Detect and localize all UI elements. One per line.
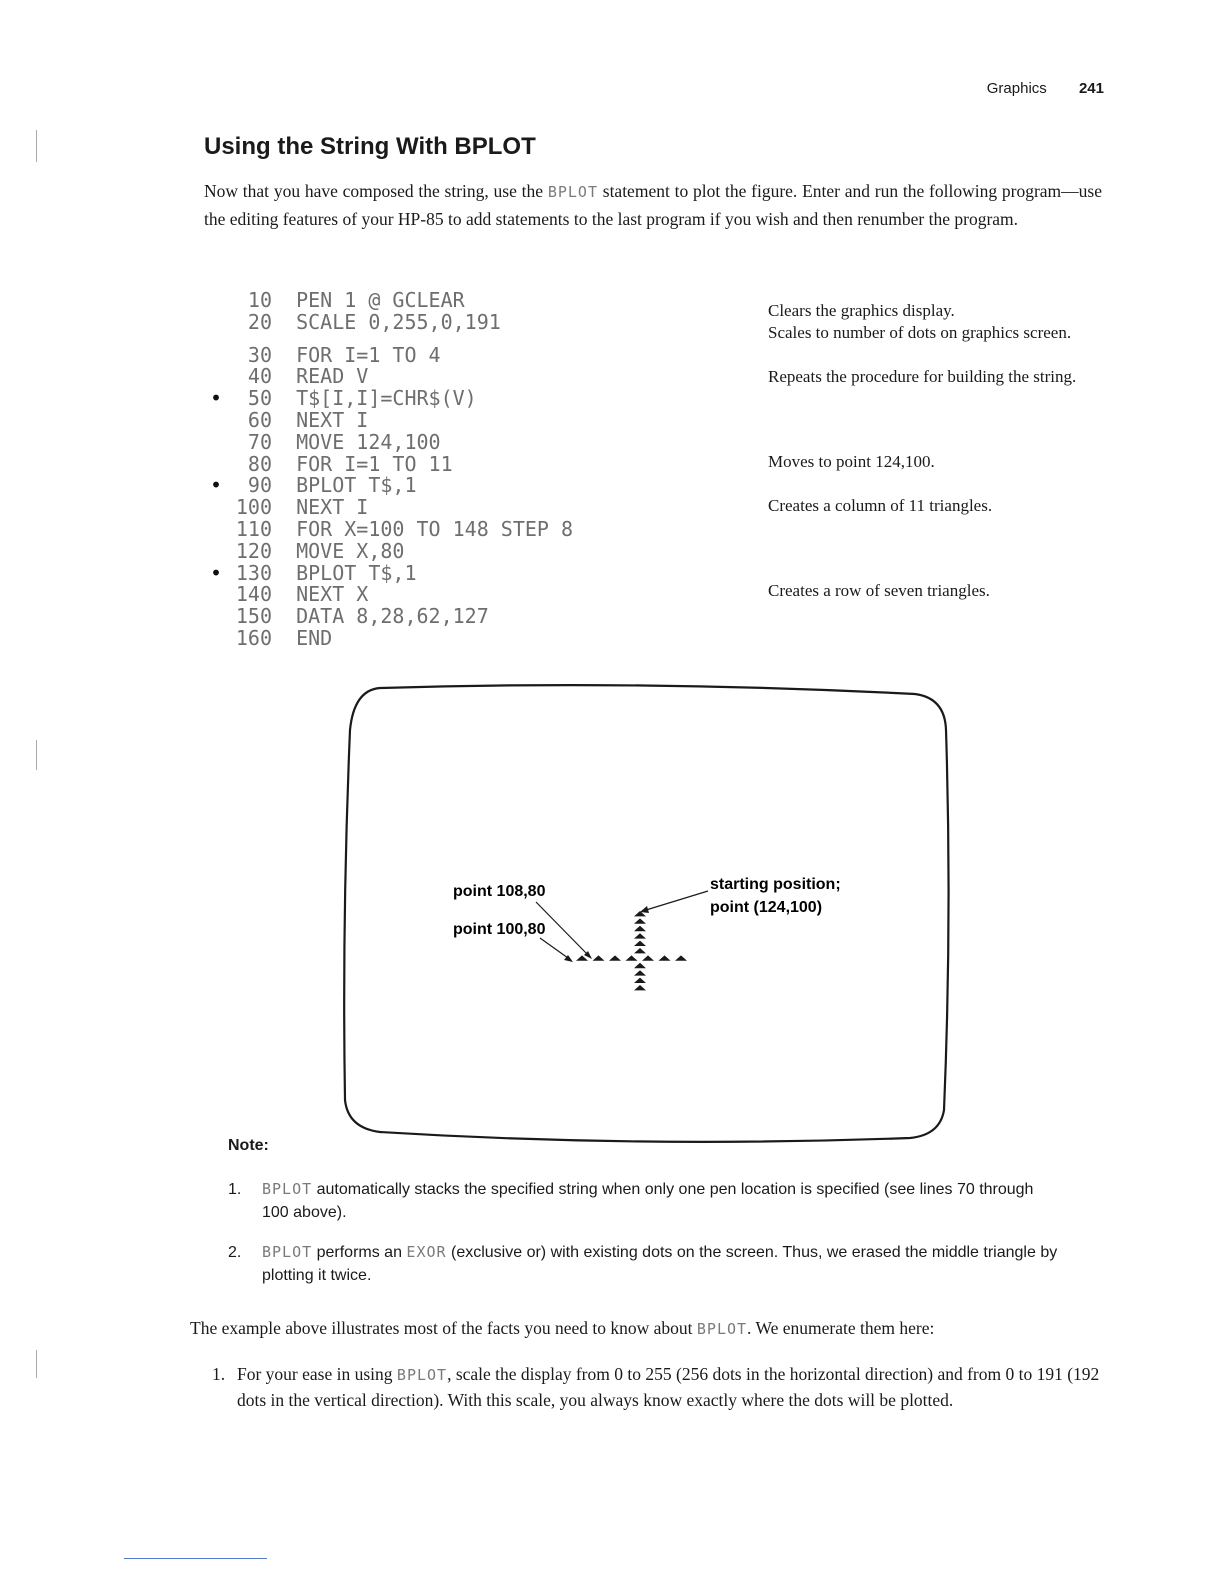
program-listing bbox=[210, 290, 573, 650]
list-number: 1. bbox=[212, 1364, 226, 1384]
triangle-row bbox=[576, 955, 687, 960]
code-line bbox=[210, 388, 573, 410]
label-start-2: point (124,100) bbox=[710, 899, 823, 916]
list-keyword: BPLOT bbox=[396, 1366, 448, 1384]
note-text: performs an bbox=[312, 1244, 407, 1261]
line-code: BPLOT T$,1 bbox=[296, 473, 417, 498]
column-triangle bbox=[634, 963, 646, 968]
column-triangle bbox=[634, 933, 646, 938]
label-point-108: point 108,80 bbox=[453, 883, 546, 900]
line-code: FOR I=1 TO 4 bbox=[296, 342, 441, 367]
code-line bbox=[210, 407, 573, 432]
line-number: 90 bbox=[247, 473, 272, 498]
code-line bbox=[210, 606, 573, 628]
page-number: 241 bbox=[1078, 80, 1104, 97]
code-line bbox=[210, 429, 573, 454]
code-line bbox=[210, 342, 573, 367]
note-list bbox=[228, 1178, 1058, 1304]
line-number: 100 bbox=[235, 495, 272, 520]
intro-text-1: Now that you have composed the string, use the bbox=[204, 181, 548, 201]
line-number: 160 bbox=[235, 625, 272, 650]
summary-text-2: . We enumerate them here: bbox=[747, 1318, 935, 1338]
code-line bbox=[210, 475, 573, 497]
line-number: 50 bbox=[247, 386, 272, 411]
code-line bbox=[210, 625, 573, 650]
code-line bbox=[210, 451, 573, 476]
column-triangle bbox=[634, 948, 646, 953]
label-start-1: starting position; bbox=[710, 876, 841, 893]
comment-clear: Clears the graphics display. bbox=[768, 301, 955, 320]
column-triangle bbox=[634, 978, 646, 983]
arrow-start bbox=[646, 891, 708, 910]
line-code: SCALE 0,255,0,191 bbox=[296, 309, 501, 334]
margin-mark bbox=[36, 1350, 37, 1378]
line-code: FOR I=1 TO 11 bbox=[296, 451, 453, 476]
line-number: 60 bbox=[247, 407, 272, 432]
line-code: BPLOT T$,1 bbox=[296, 560, 417, 585]
line-bullet: • bbox=[210, 386, 223, 411]
line-number: 40 bbox=[247, 364, 272, 389]
summary-paragraph bbox=[190, 1315, 1102, 1342]
intro-keyword: BPLOT bbox=[547, 183, 598, 201]
line-number: 150 bbox=[235, 604, 272, 629]
row-triangle bbox=[609, 955, 621, 960]
list-text-1: For your ease in using bbox=[237, 1364, 397, 1384]
column-triangle bbox=[634, 918, 646, 923]
section-name: Graphics bbox=[986, 80, 1047, 97]
note-item bbox=[228, 1241, 1058, 1287]
column-triangle bbox=[634, 926, 646, 931]
row-triangle bbox=[675, 955, 687, 960]
line-code: NEXT X bbox=[296, 582, 369, 607]
note-keyword: BPLOT bbox=[262, 1243, 313, 1261]
column-triangle bbox=[634, 970, 646, 975]
arrow-100 bbox=[540, 938, 568, 958]
code-line bbox=[210, 309, 573, 334]
line-bullet: • bbox=[210, 560, 223, 585]
row-triangle bbox=[642, 955, 654, 960]
page-header bbox=[987, 80, 1104, 97]
margin-mark bbox=[36, 130, 37, 162]
line-code: READ V bbox=[296, 364, 369, 389]
comment-scale: Scales to number of dots on graphics screen. bbox=[768, 323, 1072, 342]
line-code: NEXT I bbox=[296, 407, 369, 432]
line-code: NEXT I bbox=[296, 495, 369, 520]
summary-keyword: BPLOT bbox=[696, 1320, 748, 1338]
note-text: automatically stacks the specified string when only one pen location is specified (see lines 70 through 100 above). bbox=[262, 1181, 1034, 1221]
line-code: T$[I,I]=CHR$(V) bbox=[296, 386, 477, 411]
code-line bbox=[210, 584, 573, 606]
line-number: 20 bbox=[247, 309, 272, 334]
list-text-2: , scale the display from 0 to 255 (256 dots in the horizontal direction) and from 0 to 191 (192 dots in the vertical direction). With this scale, you always know exactly where the dots will be plotted. bbox=[237, 1364, 1100, 1410]
code-line bbox=[210, 560, 573, 585]
line-number: 30 bbox=[247, 342, 272, 367]
column-triangle bbox=[634, 985, 646, 990]
code-line bbox=[210, 516, 574, 541]
row-triangle bbox=[659, 955, 671, 960]
comment-move: Moves to point 124,100. bbox=[768, 452, 935, 471]
line-number: 10 bbox=[247, 288, 272, 312]
line-number: 130 bbox=[235, 560, 272, 585]
list-item bbox=[212, 1362, 1102, 1413]
line-number: 110 bbox=[235, 516, 272, 541]
facts-list bbox=[212, 1362, 1102, 1413]
triangle-column bbox=[634, 911, 646, 990]
graphics-screen-figure bbox=[340, 680, 960, 1150]
line-number: 70 bbox=[247, 429, 272, 454]
comment-repeat: Repeats the procedure for building the string. bbox=[768, 367, 1077, 386]
summary-text-1: The example above illustrates most of the facts you need to know about bbox=[190, 1318, 697, 1338]
note-number: 2. bbox=[228, 1244, 242, 1261]
label-point-100: point 100,80 bbox=[453, 921, 546, 938]
column-triangle bbox=[634, 941, 646, 946]
line-number: 120 bbox=[235, 538, 272, 563]
comment-row: Creates a row of seven triangles. bbox=[768, 581, 990, 600]
intro-text-2: statement to plot the figure. Enter and run the following program—use the editing features of your HP-85 to add statements to the last program if you wish and then renumber the program. bbox=[204, 181, 1102, 229]
row-triangle bbox=[576, 955, 588, 960]
row-triangle bbox=[593, 955, 605, 960]
section-title: Using the String With BPLOT bbox=[204, 133, 536, 160]
code-line bbox=[210, 290, 573, 312]
line-code: DATA 8,28,62,127 bbox=[296, 604, 489, 629]
margin-mark bbox=[36, 740, 37, 770]
note-item bbox=[228, 1178, 1058, 1224]
note-text: (exclusive or) with existing dots on the screen. Thus, we erased the middle triangle by plotting it twice. bbox=[262, 1244, 1058, 1284]
arrowhead-start bbox=[640, 906, 649, 913]
line-number: 140 bbox=[235, 582, 272, 607]
intro-paragraph bbox=[204, 178, 1102, 233]
line-number: 80 bbox=[247, 451, 272, 476]
footnote-rule bbox=[124, 1558, 267, 1559]
line-code: MOVE X,80 bbox=[296, 538, 405, 563]
comment-column: Creates a column of 11 triangles. bbox=[768, 496, 993, 515]
code-line bbox=[210, 538, 573, 563]
row-triangle bbox=[626, 955, 638, 960]
note-keyword: BPLOT bbox=[262, 1180, 313, 1198]
line-code: MOVE 124,100 bbox=[296, 429, 441, 454]
screen-outline bbox=[344, 685, 948, 1142]
line-code: END bbox=[296, 625, 333, 650]
line-bullet: • bbox=[210, 473, 223, 498]
note-keyword-exor: EXOR bbox=[406, 1243, 447, 1261]
line-code: FOR X=100 TO 148 STEP 8 bbox=[296, 516, 574, 541]
code-line bbox=[210, 497, 573, 519]
note-heading: Note: bbox=[228, 1137, 269, 1154]
code-line bbox=[210, 366, 573, 388]
note-number: 1. bbox=[228, 1181, 242, 1198]
line-code: PEN 1 @ GCLEAR bbox=[296, 288, 465, 312]
